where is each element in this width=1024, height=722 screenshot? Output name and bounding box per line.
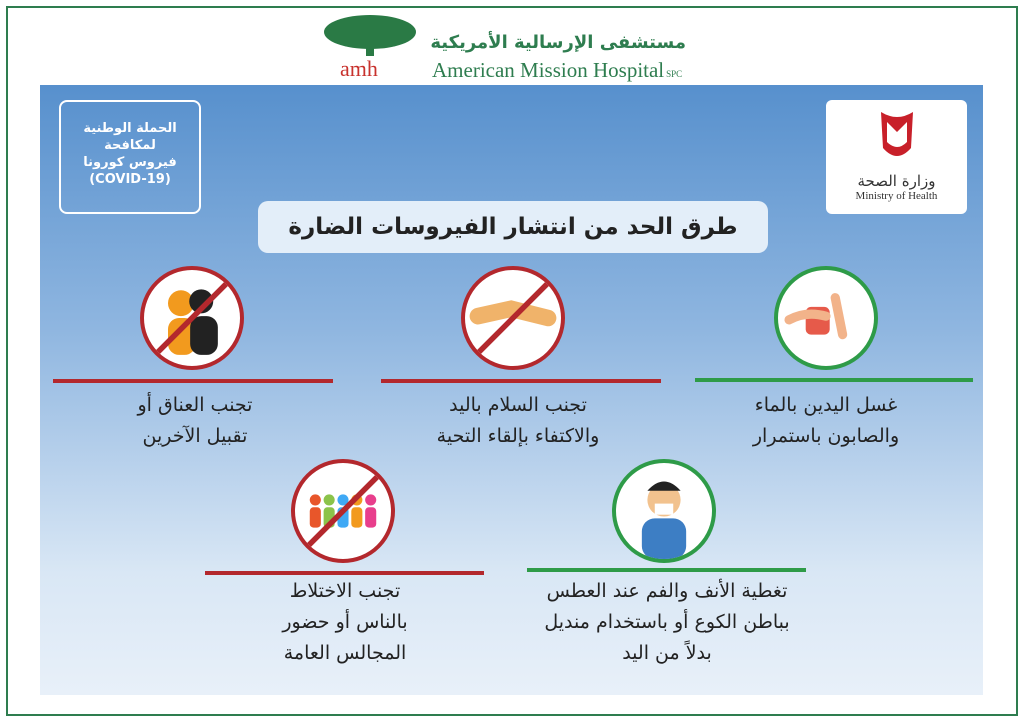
hospital-suffix: SPC [666,69,683,79]
item-caption [195,576,495,669]
tree-logo-icon [322,12,418,58]
item-divider [53,379,333,383]
item-icon-circle [140,266,244,370]
poster-title: طرق الحد من انتشار الفيروسات الضارة [258,201,768,253]
hand-washing-icon [778,270,874,366]
item-caption [378,390,658,452]
ministry-logo [826,100,967,214]
campaign-line: الحملة الوطنية [83,121,177,136]
hospital-name-ar: مستشفى الإرسالية الأمريكية [430,32,686,53]
item-divider [205,571,484,575]
caption-line: تغطية الأنف والفم عند العطس [546,580,788,602]
item-caption [55,390,335,452]
sneezing-icon [616,463,712,559]
caption-line: بدلاً من اليد [622,642,712,664]
campaign-line: لمكافحة [104,138,156,153]
caption-line: بباطن الكوع أو باستخدام منديل [544,611,790,633]
header [0,0,1024,84]
caption-line: تجنب السلام باليد [449,394,587,416]
caption-line: تجنب الاختلاط [289,580,401,602]
caption-line: والصابون باستمرار [752,425,900,447]
hospital-name-en-text: American Mission Hospital [432,58,665,82]
item-caption [686,390,966,452]
handshake-icon [465,270,561,366]
item-divider [695,378,973,382]
item-divider [381,379,661,383]
item-icon-circle [612,459,716,563]
item-caption [502,576,832,669]
item-icon-circle [774,266,878,370]
ministry-name-en: Ministry of Health [855,190,938,202]
ministry-name-ar: وزارة الصحة [857,172,936,190]
amh-logo-text: amh [340,56,378,81]
item-icon-circle [461,266,565,370]
caption-line: تقبيل الآخرين [142,425,248,447]
caption-line: والاكتفاء بإلقاء التحية [436,425,600,447]
caption-line: غسل اليدين بالماء [754,394,898,416]
campaign-line: (COVID-19) [89,172,171,187]
campaign-line: فيروس كورونا [83,155,177,170]
hospital-name-en [432,58,682,86]
caption-line: بالناس أو حضور [282,611,408,633]
bahrain-emblem-icon [877,108,917,166]
crowd-icon [295,463,391,559]
caption-line: تجنب العناق أو [137,394,253,416]
item-divider [527,568,806,572]
hugging-icon [144,270,240,366]
caption-line: المجالس العامة [283,642,407,664]
campaign-badge [59,100,201,214]
item-icon-circle [291,459,395,563]
